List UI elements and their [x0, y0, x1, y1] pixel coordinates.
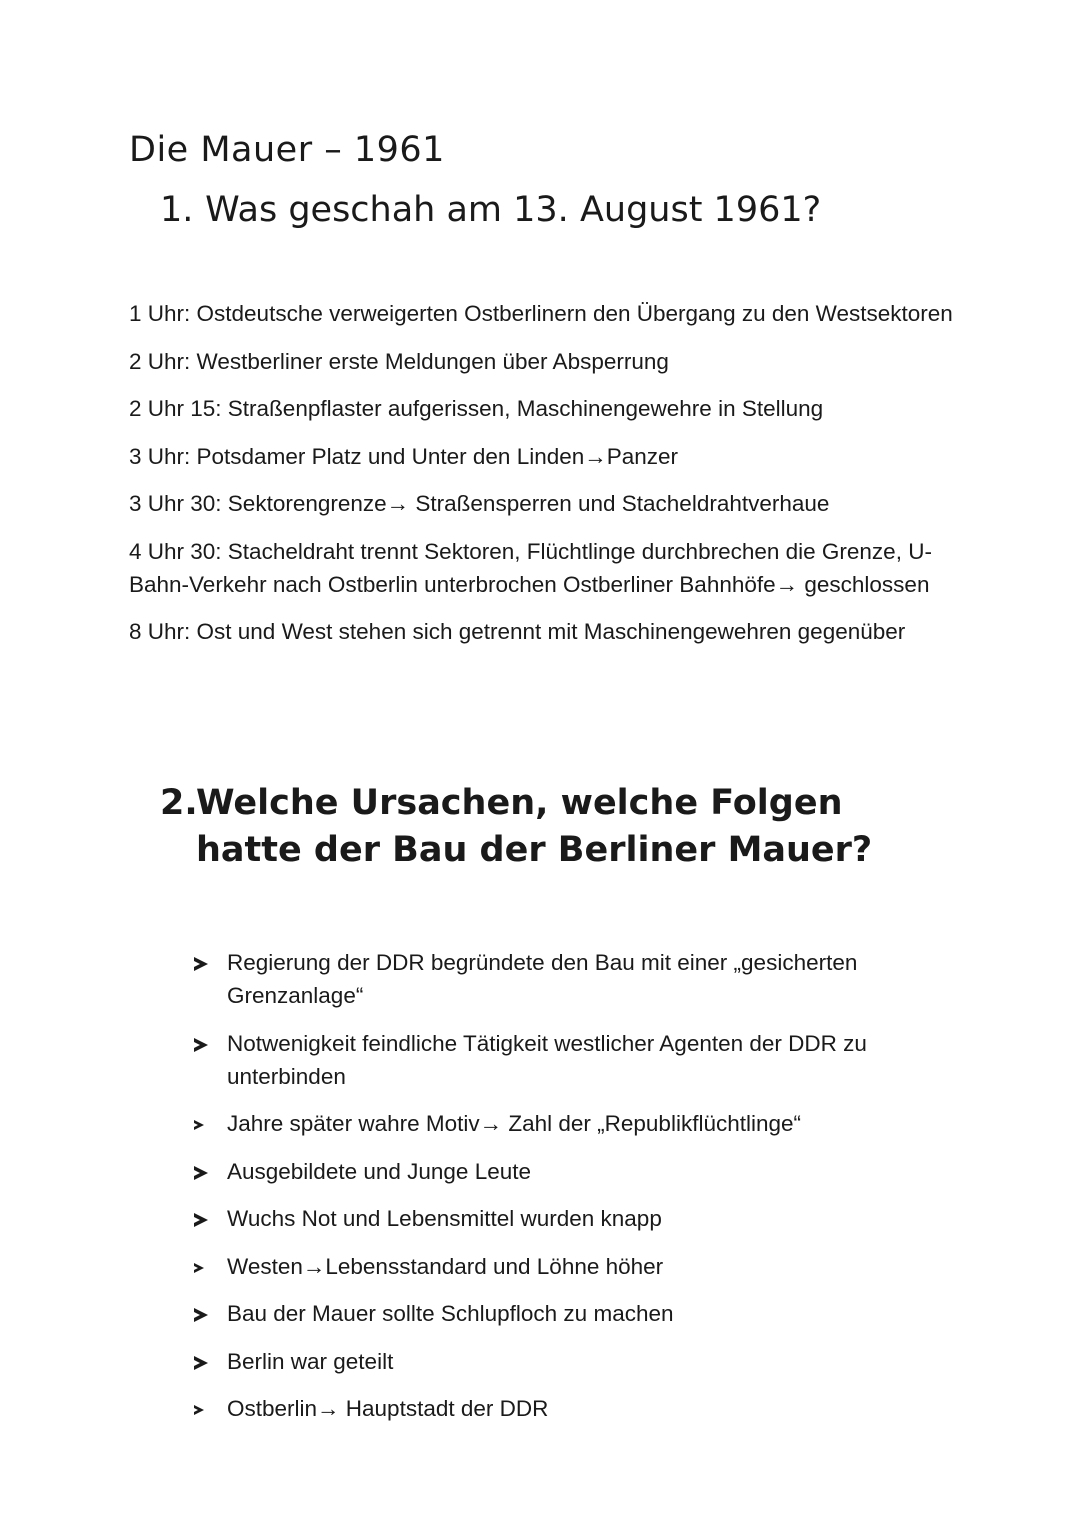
bullet-item — [192, 1202, 952, 1235]
bullet-item — [192, 1250, 952, 1283]
bullet-text: Regierung der DDR begründete den Bau mit einer „gesicherten Grenzanlage“ — [227, 950, 858, 1008]
arrow-bullet-icon — [194, 1213, 208, 1227]
bullet-item — [192, 1107, 952, 1140]
bullet-item — [192, 1345, 952, 1378]
arrow-bullet-icon — [194, 957, 208, 971]
document-title: Die Mauer – 1961 — [129, 130, 445, 170]
timeline-list — [129, 297, 959, 663]
bullet-text: Berlin war geteilt — [227, 1348, 394, 1374]
bullet-item — [192, 1392, 952, 1425]
section-2-heading-text: Welche Ursachen, welche Folgen hatte der Bau der Berliner Mauer? — [196, 783, 873, 870]
arrow-bullet-icon — [194, 1308, 208, 1322]
bullet-text: Westen→Lebensstandard und Löhne höher — [227, 1253, 664, 1279]
bullet-item — [192, 1027, 952, 1093]
timeline-entry: 2 Uhr 15: Straßenpflaster aufgerissen, Maschinengewehre in Stellung — [129, 396, 824, 421]
timeline-entry: 3 Uhr 30: Sektorengrenze→ Straßensperren und Stacheldrahtverhaue — [129, 491, 830, 516]
timeline-entry: 2 Uhr: Westberliner erste Meldungen über Absperrung — [129, 348, 669, 374]
timeline-entry: 4 Uhr 30: Stacheldraht trennt Sektoren, Flüchtlinge durchbrechen die Grenze, U-Bahn-Verkehr nach Ostberlin unterbrochen Ostberliner Bahnhöfe→ geschlossen — [129, 538, 932, 597]
bullet-item — [192, 946, 952, 1012]
timeline-entry: 1 Uhr: Ostdeutsche verweigerten Ostberlinern den Übergang zu den Westsektoren — [129, 301, 953, 326]
bullet-text: Ausgebildete und Junge Leute — [227, 1158, 532, 1184]
arrow-bullet-icon — [194, 1405, 204, 1415]
timeline-entry: 3 Uhr: Potsdamer Platz und Unter den Linden→Panzer — [129, 443, 679, 469]
section-2-number: 2. — [160, 783, 198, 823]
bullet-text: Notwenigkeit feindliche Tätigkeit westlicher Agenten der DDR zu unterbinden — [227, 1030, 867, 1089]
arrow-bullet-icon — [194, 1166, 208, 1180]
bullet-text: Ostberlin→ Hauptstadt der DDR — [227, 1396, 549, 1421]
section-2-heading — [160, 780, 960, 874]
bullet-list — [192, 946, 952, 1440]
section-1-heading — [160, 190, 821, 230]
arrow-bullet-icon — [194, 1120, 204, 1130]
arrow-bullet-icon — [194, 1263, 204, 1273]
bullet-item — [192, 1155, 952, 1188]
timeline-entry: 8 Uhr: Ost und West stehen sich getrennt mit Maschinengewehren gegenüber — [129, 619, 906, 644]
section-1-heading-text: Was geschah am 13. August 1961? — [205, 190, 822, 230]
arrow-bullet-icon — [194, 1356, 208, 1370]
bullet-item — [192, 1297, 952, 1330]
bullet-text: Bau der Mauer sollte Schlupfloch zu machen — [227, 1301, 674, 1326]
bullet-text: Wuchs Not und Lebensmittel wurden knapp — [227, 1206, 662, 1231]
arrow-bullet-icon — [194, 1038, 208, 1052]
bullet-text: Jahre später wahre Motiv→ Zahl der „Republikflüchtlinge“ — [227, 1111, 802, 1136]
section-1-number: 1. — [160, 190, 194, 230]
